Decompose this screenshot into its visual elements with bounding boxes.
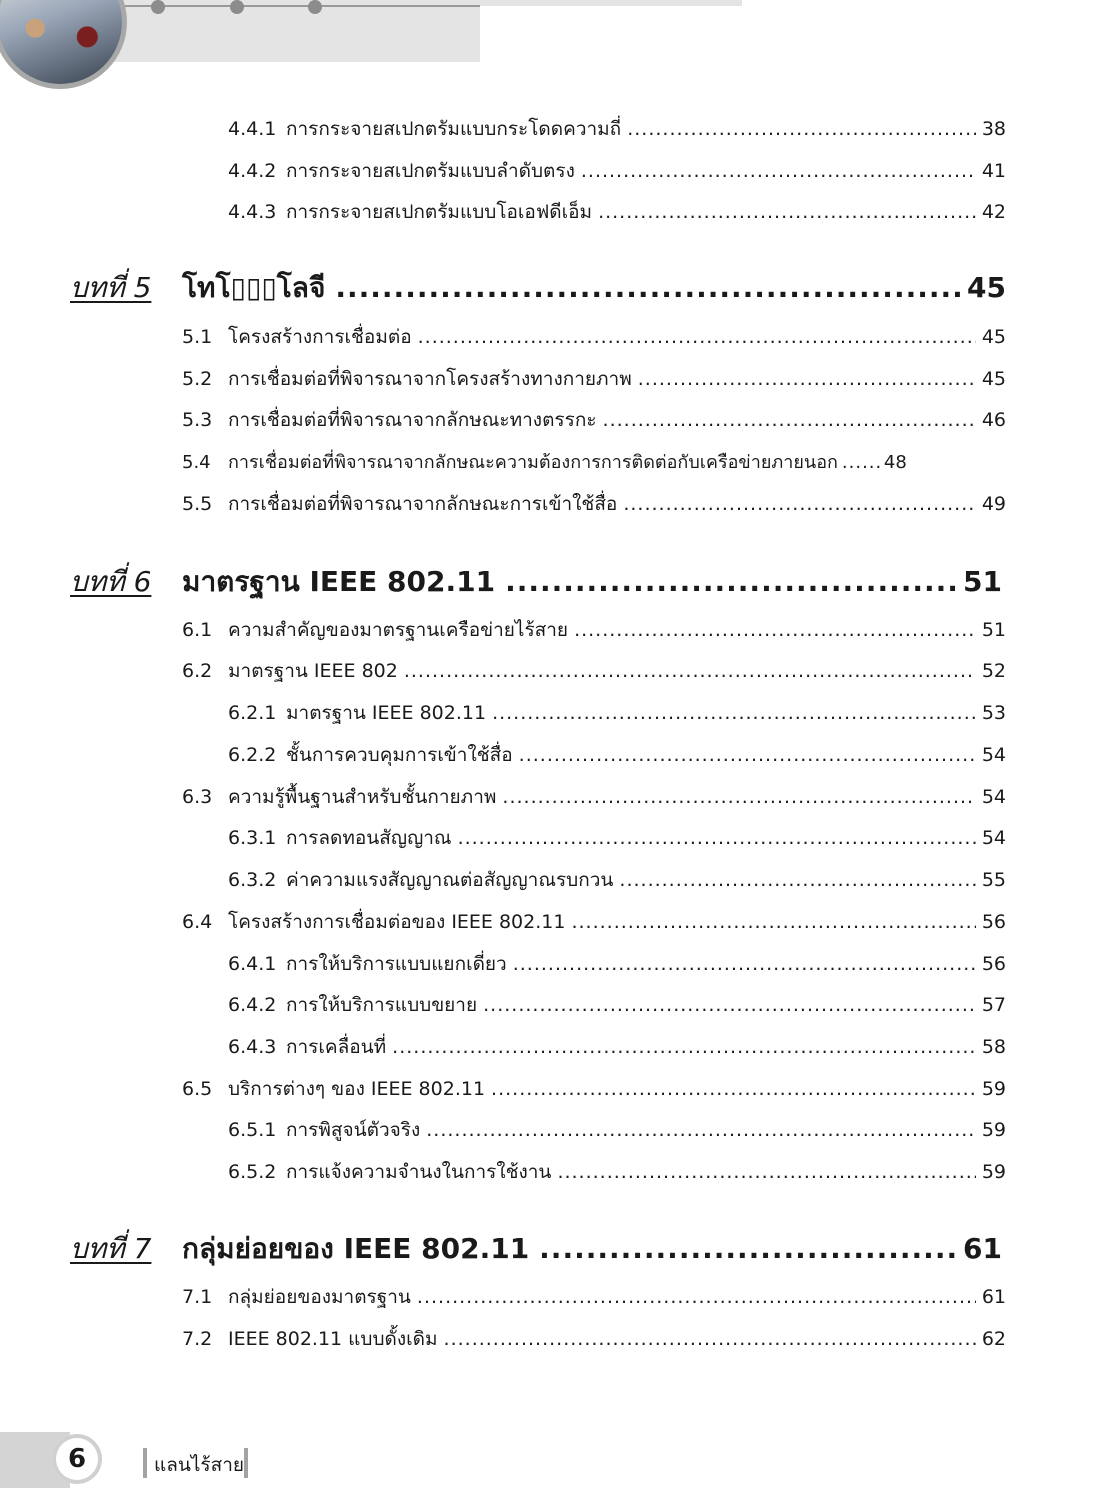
dot-leader [444, 1328, 976, 1350]
toc-entry[interactable] [182, 405, 1006, 433]
toc-entry[interactable] [228, 823, 1006, 851]
toc-entry-page: 54 [981, 786, 1006, 808]
toc-entry-number: 6.4.3 [228, 1036, 277, 1058]
toc-entry-number: 6.2.1 [228, 702, 277, 724]
toc-entry-page: 59 [981, 1119, 1006, 1141]
toc-entry[interactable] [182, 782, 1006, 810]
toc-entry-page: 46 [981, 409, 1006, 431]
toc-entry[interactable] [228, 1157, 1006, 1185]
toc-entry[interactable] [228, 1032, 1006, 1060]
toc-entry-number: 4.4.3 [228, 201, 277, 223]
toc-entry-page: 56 [981, 953, 1006, 975]
toc-entry-number: 6.4.1 [228, 953, 277, 975]
toc-entry[interactable] [228, 156, 1006, 184]
toc-entry-title: การให้บริการแบบแยกเดี่ยว [286, 953, 507, 975]
toc-entry-page: 48 [883, 452, 907, 473]
toc-entry-page: 49 [981, 493, 1006, 515]
toc-entry-page: 56 [981, 911, 1006, 933]
header-dot [230, 0, 244, 14]
chapter-entry[interactable] [182, 560, 1002, 600]
toc-entry-page: 58 [981, 1036, 1006, 1058]
toc-entry-title: มาตรฐาน IEEE 802 [228, 660, 398, 682]
toc-entry[interactable] [228, 740, 1006, 768]
toc-entry-number: 5.1 [182, 326, 213, 348]
page-number: 6 [52, 1434, 102, 1484]
toc-entry-title: โครงสร้างการเชื่อมต่อ [228, 326, 412, 348]
toc-entry-number: 6.5.1 [228, 1119, 277, 1141]
toc-entry-title: การเชื่อมต่อที่พิจารณาจากลักษณะทางตรรกะ [228, 409, 597, 431]
toc-entry-title: การลดทอนสัญญาณ [286, 827, 452, 849]
toc-entry[interactable] [228, 1115, 1006, 1143]
toc-entry[interactable] [228, 114, 1006, 142]
dot-leader [627, 118, 976, 140]
toc-entry-page: 62 [981, 1328, 1006, 1350]
chapter-entry[interactable] [182, 266, 1006, 306]
chapter-page: 51 [963, 565, 1002, 598]
toc-entry-number: 7.2 [182, 1328, 213, 1350]
dot-leader [505, 565, 957, 598]
dot-leader [513, 953, 976, 975]
toc-entry-page: 59 [981, 1161, 1006, 1183]
dot-leader [519, 744, 976, 766]
toc-entry-number: 4.4.2 [228, 160, 277, 182]
toc-entry-number: 5.2 [182, 368, 213, 390]
toc-entry-title: การเชื่อมต่อที่พิจารณาจากลักษณะความต้องการการติดต่อกับเครือข่ายภายนอก [228, 452, 838, 473]
toc-entry-title: การให้บริการแบบขยาย [286, 994, 478, 1016]
toc-entry-number: 5.5 [182, 493, 213, 515]
toc-entry[interactable] [182, 489, 1006, 517]
dot-leader [404, 660, 976, 682]
toc-entry-page: 55 [981, 869, 1006, 891]
dot-leader [581, 160, 976, 182]
dot-leader [418, 326, 976, 348]
toc-entry-title: มาตรฐาน IEEE 802.11 [286, 702, 487, 724]
header-band [60, 0, 480, 62]
header-dot [308, 0, 322, 14]
dot-leader [483, 994, 976, 1016]
toc-entry-title: ความสำคัญของมาตรฐานเครือข่ายไร้สาย [228, 619, 569, 641]
toc-entry-number: 4.4.1 [228, 118, 277, 140]
toc-entry-page: 52 [981, 660, 1006, 682]
toc-entry[interactable] [228, 990, 1006, 1018]
footer-separator [143, 1448, 147, 1478]
dot-leader [539, 1232, 957, 1265]
toc-entry-title: IEEE 802.11 แบบดั้งเดิม [228, 1328, 438, 1350]
toc-entry-title: การกระจายสเปกตรัมแบบกระโดดความถี่ [286, 118, 622, 140]
dot-leader [598, 201, 976, 223]
toc-entry[interactable] [182, 615, 1006, 643]
dot-leader [571, 911, 975, 933]
toc-entry-number: 6.4 [182, 911, 213, 933]
dot-leader [619, 869, 975, 891]
toc-entry-page: 41 [981, 160, 1006, 182]
toc-entry-title: โครงสร้างการเชื่อมต่อของ IEEE 802.11 [228, 911, 566, 933]
toc-entry-number: 6.3.1 [228, 827, 277, 849]
toc-entry[interactable] [182, 1074, 1006, 1102]
toc-entry-title: การกระจายสเปกตรัมแบบลำดับตรง [286, 160, 575, 182]
toc-entry[interactable] [228, 949, 1006, 977]
toc-entry-page: 53 [981, 702, 1006, 724]
dot-leader [426, 1119, 976, 1141]
toc-entry-title: กลุ่มย่อยของมาตรฐาน [228, 1286, 411, 1308]
toc-entry-page: 42 [981, 201, 1006, 223]
toc-entry-page: 54 [981, 744, 1006, 766]
dot-leader [492, 702, 976, 724]
dot-leader [502, 786, 975, 808]
dot-leader [842, 452, 880, 473]
toc-entry[interactable] [228, 698, 1006, 726]
header-band-thin [480, 0, 742, 6]
toc-entry-title: ความรู้พื้นฐานสำหรับชั้นกายภาพ [228, 786, 497, 808]
toc-entry-page: 59 [981, 1078, 1006, 1100]
toc-entry-title: การเคลื่อนที่ [286, 1036, 387, 1058]
toc-entry-number: 6.5 [182, 1078, 213, 1100]
dot-leader [458, 827, 976, 849]
business-meeting-photo [0, 0, 122, 84]
toc-entry-title: การเชื่อมต่อที่พิจารณาจากลักษณะการเข้าใช้สื่อ [228, 493, 618, 515]
dot-leader [638, 368, 976, 390]
toc-entry-page: 45 [981, 368, 1006, 390]
toc-entry-number: 6.2 [182, 660, 213, 682]
toc-entry-page: 38 [981, 118, 1006, 140]
chapter-title: มาตรฐาน IEEE 802.11 [182, 565, 496, 598]
toc-entry-title: บริการต่างๆ ของ IEEE 802.11 [228, 1078, 486, 1100]
toc-entry-page: 57 [981, 994, 1006, 1016]
header-dot [151, 0, 165, 14]
chapter-title: โทโ▯▯▯โลจี [182, 271, 326, 304]
toc-entry-title: การเชื่อมต่อที่พิจารณาจากโครงสร้างทางกายภาพ [228, 368, 632, 390]
chapter-label: บทที่ 7 [70, 1232, 152, 1265]
toc-entry-title: การแจ้งความจำนงในการใช้งาน [286, 1161, 552, 1183]
toc-entry-number: 7.1 [182, 1286, 213, 1308]
toc-entry[interactable] [228, 197, 1006, 225]
dot-leader [335, 271, 961, 304]
toc-entry-number: 6.4.2 [228, 994, 277, 1016]
toc-entry-number: 6.3 [182, 786, 213, 808]
toc-entry[interactable] [228, 865, 1006, 893]
dot-leader [623, 493, 975, 515]
footer-separator [244, 1448, 248, 1478]
toc-entry-number: 5.3 [182, 409, 213, 431]
dot-leader [417, 1286, 976, 1308]
dot-leader [491, 1078, 976, 1100]
toc-entry[interactable] [182, 1282, 1006, 1310]
chapter-label: บทที่ 6 [70, 565, 152, 598]
book-title: แลนไร้สาย [154, 1454, 245, 1476]
toc-entry-page: 51 [981, 619, 1006, 641]
toc-entry-number: 6.3.2 [228, 869, 277, 891]
dot-leader [392, 1036, 976, 1058]
toc-entry-page: 54 [981, 827, 1006, 849]
toc-entry-page: 45 [981, 326, 1006, 348]
dot-leader [574, 619, 976, 641]
toc-entry-title: การพิสูจน์ตัวจริง [286, 1119, 421, 1141]
toc-entry[interactable] [182, 364, 1006, 392]
chapter-page: 61 [963, 1232, 1002, 1265]
toc-entry-page: 61 [981, 1286, 1006, 1308]
toc-entry[interactable] [182, 656, 1006, 684]
chapter-entry[interactable] [182, 1227, 1002, 1267]
chapter-label: บทที่ 5 [70, 271, 152, 304]
toc-entry[interactable] [182, 1324, 1006, 1352]
toc-entry[interactable] [182, 322, 1006, 350]
toc-entry-title: ชั้นการควบคุมการเข้าใช้สื่อ [286, 744, 513, 766]
toc-entry-number: 6.5.2 [228, 1161, 277, 1183]
toc-entry[interactable] [182, 447, 1006, 475]
toc-entry[interactable] [182, 907, 1006, 935]
dot-leader [603, 409, 976, 431]
toc-entry-title: ค่าความแรงสัญญาณต่อสัญญาณรบกวน [286, 869, 614, 891]
toc-entry-number: 6.2.2 [228, 744, 277, 766]
toc-entry-title: การกระจายสเปกตรัมแบบโอเอฟดีเอ็ม [286, 201, 593, 223]
header-line [120, 5, 480, 7]
chapter-page: 45 [967, 271, 1006, 304]
dot-leader [557, 1161, 975, 1183]
chapter-title: กลุ่มย่อยของ IEEE 802.11 [182, 1232, 530, 1265]
toc-entry-number: 6.1 [182, 619, 213, 641]
toc-entry-number: 5.4 [182, 452, 211, 473]
